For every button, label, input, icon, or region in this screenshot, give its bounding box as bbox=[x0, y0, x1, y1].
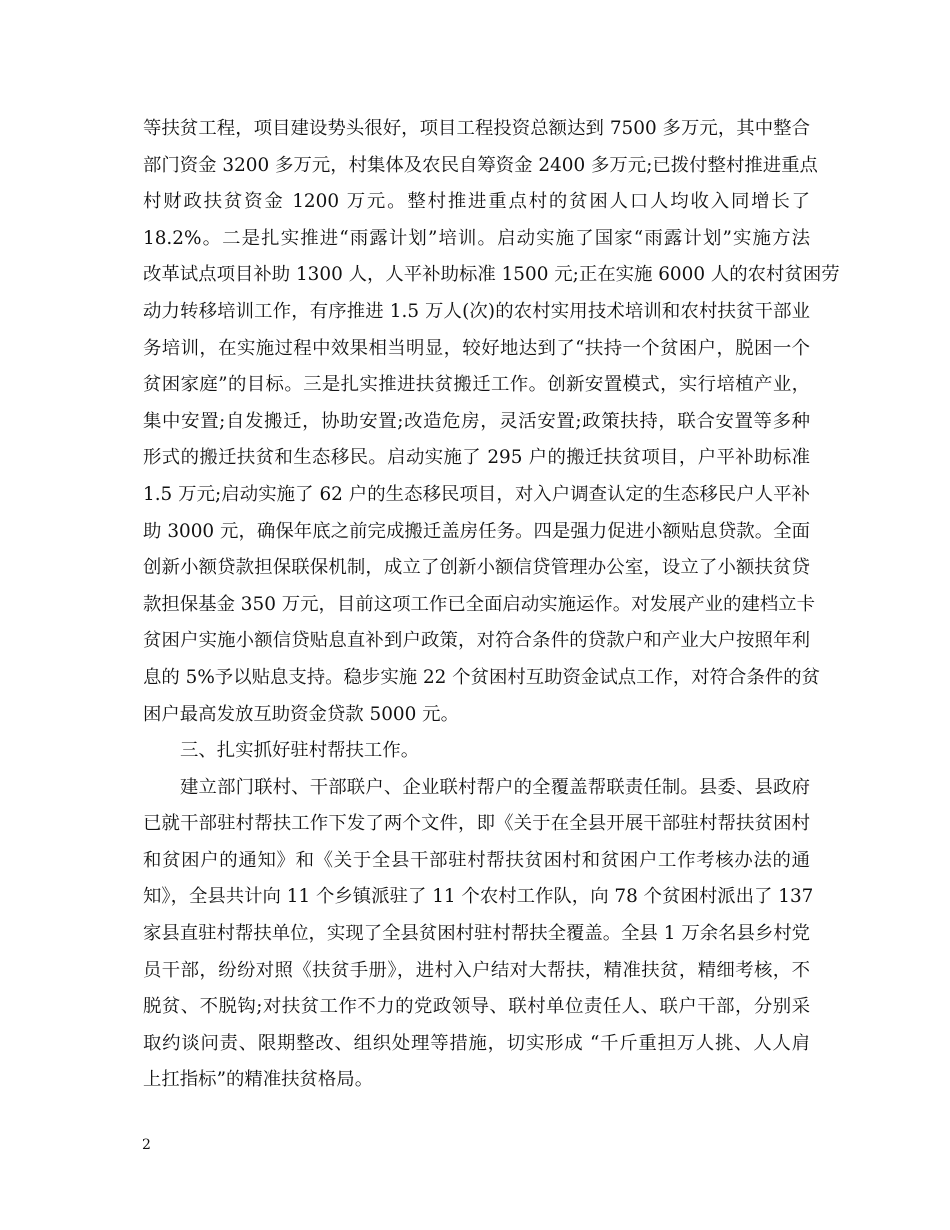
text-line-24: 员干部，纷纷对照《扶贫手册》，进村入户结对大帮扶，精准扶贫，精细考核，不 bbox=[143, 959, 810, 981]
text-line-3: 村财政扶贫资金 1200 万元。整村推进重点村的贫困人口人均收入同增长了 bbox=[143, 191, 810, 213]
text-line-1: 等扶贫工程，项目建设势头很好，项目工程投资总额达到 7500 多万元，其中整合 bbox=[143, 118, 810, 139]
text-line-25: 脱贫、不脱钩;对扶贫工作不力的党政领导、联村单位责任人、联户干部，分别采 bbox=[143, 996, 810, 1018]
text-line-17: 困户最高发放互助资金贷款 5000 元。 bbox=[143, 703, 459, 725]
text-line-22: 知》，全县共计向 11 个乡镇派驻了 11 个农村工作队，向 78 个贫困村派出了 137 bbox=[143, 886, 814, 908]
text-line-2: 部门资金 3200 多万元，村集体及农民自筹资金 2400 多万元;已拨付整村推进重点 bbox=[143, 154, 818, 176]
text-line-9: 集中安置;自发搬迁，协助安置;改造危房，灵活安置;政策扶持，联合安置等多种 bbox=[143, 410, 810, 432]
text-line-4: 18.2%。二是扎实推进“雨露计划”培训。启动实施了国家“雨露计划”实施方法 bbox=[143, 227, 810, 249]
text-line-16: 息的 5%予以贴息支持。稳步实施 22 个贫困村互助资金试点工作，对符合条件的贫 bbox=[143, 666, 821, 688]
text-line-10: 形式的搬迁扶贫和生态移民。启动实施了 295 户的搬迁扶贫项目，户平补助标准 bbox=[143, 447, 810, 469]
text-line-21: 和贫困户的通知》和《关于全县干部驻村帮扶贫困村和贫困户工作考核办法的通 bbox=[143, 849, 810, 871]
text-line-19: 建立部门联村、干部联户、企业联村帮户的全覆盖帮联责任制。县委、县政府 bbox=[180, 776, 810, 798]
text-line-13: 创新小额贷款担保联保机制，成立了创新小额信贷管理办公室，设立了小额扶贫贷 bbox=[143, 557, 810, 579]
body-text bbox=[143, 111, 840, 1099]
text-line-11: 1.5 万元;启动实施了 62 户的生态移民项目，对入户调查认定的生态移民户人平补 bbox=[143, 483, 810, 505]
text-line-7: 务培训，在实施过程中效果相当明显，较好地达到了“扶持一个贫困户，脱困一个 bbox=[143, 337, 810, 359]
text-line-23: 家县直驻村帮扶单位，实现了全县贫困村驻村帮扶全覆盖。全县 1 万余名县乡村党 bbox=[143, 923, 811, 945]
section-heading: 三、扎实抓好驻村帮扶工作。 bbox=[180, 740, 420, 762]
text-line-8: 贫困家庭”的目标。三是扎实推进扶贫搬迁工作。创新安置模式，实行培植产业， bbox=[143, 374, 810, 396]
page-number: 2 bbox=[142, 1137, 151, 1153]
text-line-12: 助 3000 元，确保年底之前完成搬迁盖房任务。四是强力促进小额贴息贷款。全面 bbox=[143, 520, 810, 542]
text-line-20: 已就干部驻村帮扶工作下发了两个文件，即《关于在全县开展干部驻村帮扶贫困村 bbox=[143, 813, 810, 835]
text-line-15: 贫困户实施小额信贷贴息直补到户政策，对符合条件的贷款户和产业大户按照年利 bbox=[143, 630, 810, 652]
text-line-5: 改革试点项目补助 1300 人，人平补助标准 1500 元;正在实施 6000 人的农村贫困劳 bbox=[143, 264, 840, 286]
text-line-27: 上扛指标”的精准扶贫格局。 bbox=[143, 1069, 374, 1091]
text-line-26: 取约谈问责、限期整改、组织处理等措施，切实形成 “千斤重担万人挑、人人肩 bbox=[143, 1032, 810, 1054]
text-line-6: 动力转移培训工作，有序推进 1.5 万人(次)的农村实用技术培训和农村扶贫干部业 bbox=[143, 300, 810, 322]
text-line-14: 款担保基金 350 万元，目前这项工作已全面启动实施运作。对发展产业的建档立卡 bbox=[143, 593, 816, 615]
